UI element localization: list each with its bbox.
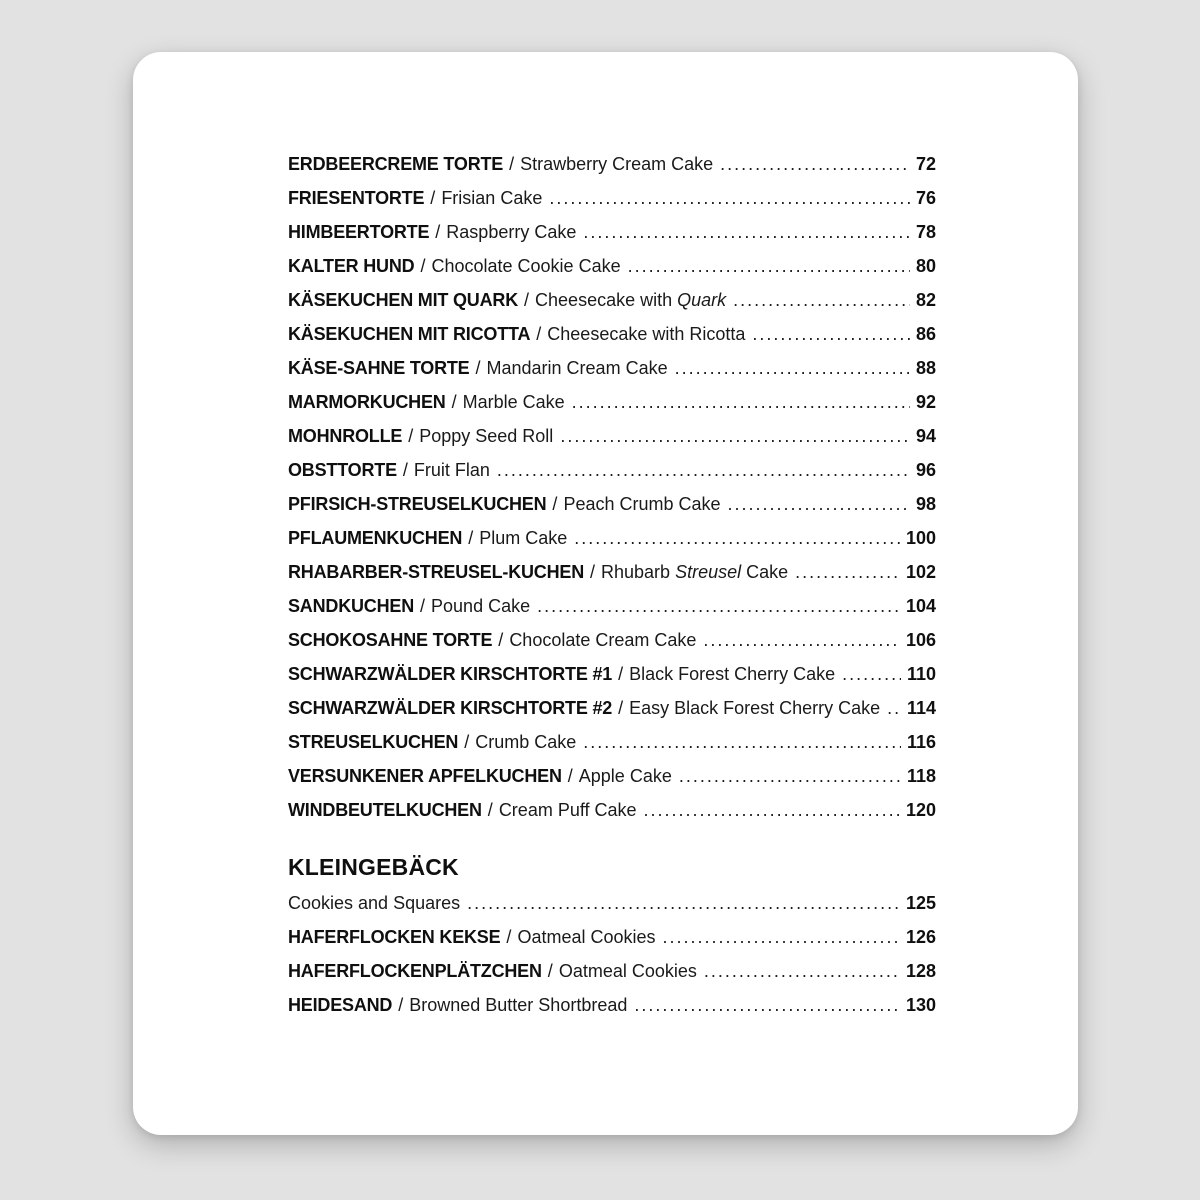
- toc-entry-english-text: Mandarin Cream Cake: [486, 358, 668, 378]
- toc-dot-leader: [628, 249, 910, 283]
- toc-dot-leader: [663, 920, 900, 954]
- toc-entry-german-title: KALTER HUND: [288, 256, 415, 276]
- toc-dot-leader: [583, 725, 901, 759]
- toc-entry-row: [288, 725, 936, 759]
- toc-dot-leader: [537, 589, 900, 623]
- toc-entry-row: [288, 283, 936, 317]
- toc-page-number: 120: [905, 800, 936, 820]
- toc-entry-german-title: SCHWARZWÄLDER KIRSCHTORTE #2: [288, 698, 613, 718]
- toc-dot-leader: [574, 521, 900, 555]
- toc-entry-row: [288, 691, 936, 725]
- toc-entry-english-text: Apple Cake: [578, 766, 672, 786]
- toc-entry-german-title: MARMORKUCHEN: [288, 392, 446, 412]
- toc-entry-german-title: ERDBEERCREME TORTE: [288, 154, 504, 174]
- toc-entry-german-title: MOHNROLLE: [288, 426, 403, 446]
- toc-entry-row: [288, 988, 936, 1022]
- toc-content: [288, 147, 936, 1022]
- toc-entry-english-text: Raspberry Cake: [446, 222, 577, 242]
- toc-entry-german-title: KÄSEKUCHEN MIT QUARK: [288, 290, 519, 310]
- toc-entry-row: [288, 487, 936, 521]
- toc-dot-leader: [572, 385, 910, 419]
- toc-entry-separator: /: [524, 290, 530, 310]
- toc-page-number: 80: [915, 256, 936, 276]
- toc-entry-separator: /: [464, 732, 470, 752]
- toc-page-number: 98: [915, 494, 936, 514]
- toc-page-number: 114: [906, 698, 936, 718]
- toc-entry-english-text: Marble Cake: [462, 392, 565, 412]
- toc-entry-english-text: Chocolate Cream Cake: [509, 630, 697, 650]
- toc-entry-row: [288, 886, 936, 920]
- toc-entry-separator: /: [398, 995, 404, 1015]
- toc-dot-leader: [728, 487, 910, 521]
- toc-entry-separator: /: [420, 256, 426, 276]
- toc-page-number: 116: [906, 732, 936, 752]
- toc-entry-english-text: Easy Black Forest Cherry Cake: [629, 698, 881, 718]
- toc-entry-english-title: [463, 385, 565, 419]
- toc-entry-english-italic: Streusel: [675, 562, 742, 582]
- toc-entry-separator: /: [509, 154, 515, 174]
- toc-entry-english-title: [431, 249, 620, 283]
- toc-page-number: 86: [915, 324, 936, 344]
- toc-entry-english-title: [479, 521, 567, 555]
- toc-entry-english-title: [487, 351, 668, 385]
- toc-entry-english-text: Strawberry Cream Cake: [520, 154, 714, 174]
- toc-entry-german-title: KÄSEKUCHEN MIT RICOTTA: [288, 324, 531, 344]
- toc-entry-row: [288, 453, 936, 487]
- toc-entry-separator: /: [408, 426, 414, 446]
- toc-entry-separator: /: [618, 698, 624, 718]
- toc-page-number: 102: [905, 562, 936, 582]
- toc-entry-german-title: RHABARBER-STREUSEL-KUCHEN: [288, 562, 584, 582]
- toc-page-number: 82: [915, 290, 936, 310]
- toc-dot-leader: [560, 419, 910, 453]
- toc-entry-english-text: Cheesecake with: [535, 290, 678, 310]
- toc-dot-leader: [704, 954, 900, 988]
- toc-entry-row: [288, 181, 936, 215]
- toc-entry-english-title: [441, 181, 542, 215]
- toc-entry-row: [288, 589, 936, 623]
- toc-entry-english-text: Frisian Cake: [441, 188, 543, 208]
- toc-dot-leader: [703, 623, 900, 657]
- toc-entry-english-text: Cream Puff Cake: [498, 800, 637, 820]
- toc-entry-row: [288, 317, 936, 351]
- toc-entry-separator: /: [487, 800, 493, 820]
- toc-entry-german-title: WINDBEUTELKUCHEN: [288, 800, 482, 820]
- toc-entry-separator: /: [590, 562, 596, 582]
- toc-page-number: 125: [905, 893, 936, 913]
- toc-entry-english-title: [559, 954, 697, 988]
- toc-entry-english-title: [414, 453, 490, 487]
- toc-entry-german-title: FRIESENTORTE: [288, 188, 425, 208]
- toc-page-number: 78: [915, 222, 936, 242]
- toc-entry-row: [288, 385, 936, 419]
- toc-entry-english-text: Pound Cake: [431, 596, 531, 616]
- toc-entry-separator: /: [468, 528, 474, 548]
- toc-entry-separator: /: [435, 222, 441, 242]
- toc-entry-separator: /: [420, 596, 426, 616]
- toc-dot-leader: [675, 351, 910, 385]
- toc-dot-leader: [679, 759, 901, 793]
- toc-entry-english-text: Oatmeal Cookies: [517, 927, 656, 947]
- toc-dot-leader: [887, 691, 901, 725]
- toc-entry-separator: /: [567, 766, 573, 786]
- section-rows: [288, 886, 936, 1022]
- toc-entry-row: [288, 657, 936, 691]
- toc-entry-english-text: Plum Cake: [479, 528, 568, 548]
- toc-entry-separator: /: [552, 494, 558, 514]
- toc-entry-row: [288, 147, 936, 181]
- toc-entry-separator: /: [618, 664, 624, 684]
- toc-entry-german-title: SCHOKOSAHNE TORTE: [288, 630, 493, 650]
- toc-entry-english-title: [547, 317, 745, 351]
- toc-entry-english-title: [579, 759, 672, 793]
- toc-entry-row: [288, 920, 936, 954]
- toc-entry-separator: /: [547, 961, 553, 981]
- toc-section: [288, 851, 936, 1022]
- toc-entry-english-italic: Quark: [677, 290, 727, 310]
- toc-entry-english-title: [431, 589, 530, 623]
- section-heading: KLEINGEBÄCK: [288, 854, 459, 880]
- toc-dot-leader: [752, 317, 910, 351]
- toc-entry-english-title: [563, 487, 720, 521]
- toc-entry-english-text: Cookies and Squares: [288, 893, 461, 913]
- toc-entry-german-title: PFLAUMENKUCHEN: [288, 528, 463, 548]
- toc-entry-row: [288, 555, 936, 589]
- toc-page-number: 96: [915, 460, 936, 480]
- toc-page-number: 128: [905, 961, 936, 981]
- toc-entry-english-title: [288, 886, 460, 920]
- toc-entry-english-title: [475, 725, 576, 759]
- toc-entry-english-text: Poppy Seed Roll: [419, 426, 554, 446]
- toc-entry-english-text: Crumb Cake: [475, 732, 577, 752]
- toc-entry-german-title: VERSUNKENER APFELKUCHEN: [288, 766, 562, 786]
- toc-page-number: 76: [915, 188, 936, 208]
- toc-entry-german-title: HEIDESAND: [288, 995, 393, 1015]
- toc-entry-english-title: [535, 283, 726, 317]
- toc-entry-german-title: PFIRSICH-STREUSELKUCHEN: [288, 494, 547, 514]
- toc-entry-english-title: [509, 623, 696, 657]
- toc-entry-english-text: Peach Crumb Cake: [563, 494, 721, 514]
- toc-entry-row: [288, 954, 936, 988]
- toc-entry-separator: /: [506, 927, 512, 947]
- toc-entry-english-text: Oatmeal Cookies: [558, 961, 697, 981]
- toc-page-number: 106: [905, 630, 936, 650]
- toc-entry-english-title: [629, 691, 880, 725]
- toc-entry-german-title: HAFERFLOCKENPLÄTZCHEN: [288, 961, 542, 981]
- toc-entry-german-title: STREUSELKUCHEN: [288, 732, 459, 752]
- toc-entry-english-title: [446, 215, 576, 249]
- toc-dot-leader: [842, 657, 901, 691]
- toc-entry-row: [288, 623, 936, 657]
- toc-page-number: 92: [915, 392, 936, 412]
- toc-entry-english-title: [629, 657, 835, 691]
- toc-entry-english-text: Chocolate Cookie Cake: [431, 256, 621, 276]
- toc-dot-leader: [733, 283, 910, 317]
- toc-dot-leader: [467, 886, 900, 920]
- toc-entry-german-title: SANDKUCHEN: [288, 596, 415, 616]
- toc-entry-german-title: OBSTTORTE: [288, 460, 397, 480]
- toc-entry-english-title: [419, 419, 553, 453]
- toc-entry-english-title: [499, 793, 637, 827]
- toc-entry-separator: /: [475, 358, 481, 378]
- toc-entry-separator: /: [402, 460, 408, 480]
- toc-dot-leader: [795, 555, 900, 589]
- toc-entry-german-title: KÄSE-SAHNE TORTE: [288, 358, 470, 378]
- toc-dot-leader: [549, 181, 910, 215]
- toc-dot-leader: [497, 453, 910, 487]
- toc-entry-row: [288, 249, 936, 283]
- toc-dot-leader: [634, 988, 900, 1022]
- toc-dot-leader: [720, 147, 910, 181]
- toc-entry-english-text: Rhubarb: [601, 562, 676, 582]
- toc-entry-row: [288, 419, 936, 453]
- toc-entry-row: [288, 351, 936, 385]
- toc-page-number: 110: [906, 664, 936, 684]
- toc-page-number: 100: [905, 528, 936, 548]
- toc-page-number: 88: [915, 358, 936, 378]
- toc-entry-row: [288, 793, 936, 827]
- toc-entry-german-title: HIMBEERTORTE: [288, 222, 430, 242]
- toc-entry-english-text: Fruit Flan: [413, 460, 490, 480]
- toc-page-number: 130: [905, 995, 936, 1015]
- section-rows: [288, 147, 936, 827]
- toc-page-number: 126: [905, 927, 936, 947]
- toc-entry-separator: /: [430, 188, 436, 208]
- toc-entry-english-text: Black Forest Cherry Cake: [629, 664, 836, 684]
- toc-dot-leader: [583, 215, 910, 249]
- toc-entry-english-title: [520, 147, 713, 181]
- toc-entry-english-text: Browned Butter Shortbread: [409, 995, 628, 1015]
- toc-entry-english-title: [409, 988, 627, 1022]
- toc-page-number: 118: [906, 766, 936, 786]
- toc-entry-english-text: Cake: [741, 562, 789, 582]
- toc-page-number: 72: [915, 154, 936, 174]
- toc-page-number: 94: [915, 426, 936, 446]
- toc-entry-german-title: SCHWARZWÄLDER KIRSCHTORTE #1: [288, 664, 613, 684]
- toc-entry-row: [288, 759, 936, 793]
- toc-page-number: 104: [905, 596, 936, 616]
- toc-entry-separator: /: [536, 324, 542, 344]
- toc-dot-leader: [644, 793, 900, 827]
- toc-section: [288, 147, 936, 827]
- toc-page-card: [133, 52, 1078, 1135]
- toc-entry-separator: /: [498, 630, 504, 650]
- toc-entry-row: [288, 521, 936, 555]
- toc-entry-english-title: [517, 920, 655, 954]
- toc-entry-english-title: [601, 555, 788, 589]
- toc-entry-separator: /: [451, 392, 457, 412]
- toc-entry-german-title: HAFERFLOCKEN KEKSE: [288, 927, 501, 947]
- toc-entry-english-text: Cheesecake with Ricotta: [547, 324, 746, 344]
- toc-entry-row: [288, 215, 936, 249]
